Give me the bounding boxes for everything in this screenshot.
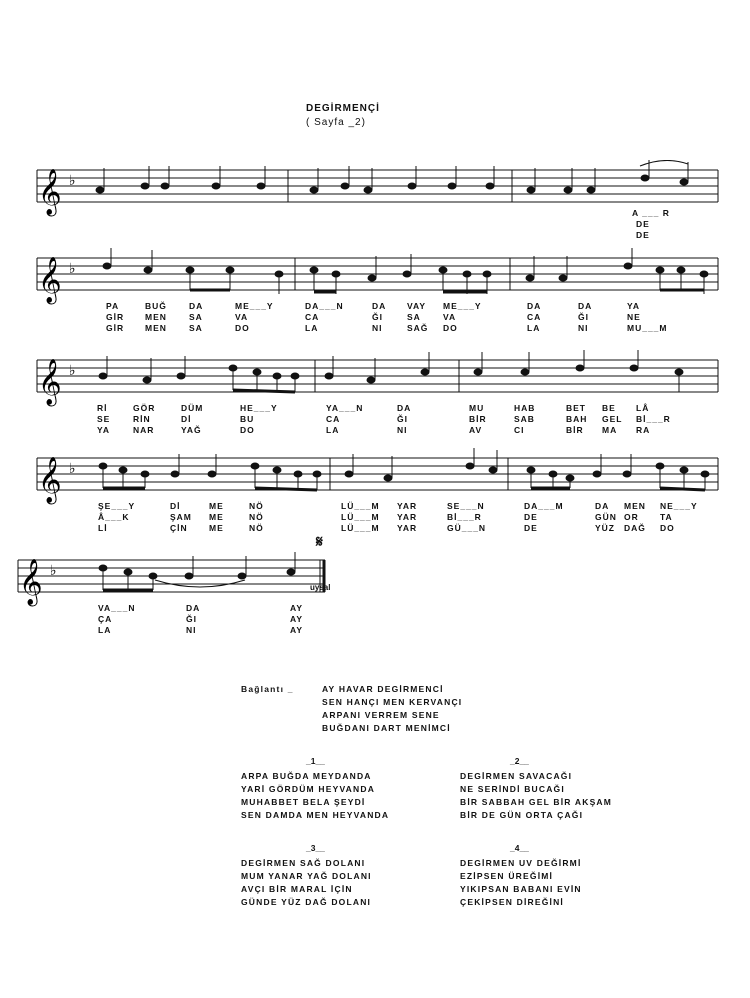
lyric-syllable: VA <box>443 312 457 322</box>
lyrics-staff-5 <box>0 603 750 636</box>
lyric-syllable: BAH <box>566 414 588 424</box>
lyric-syllable: MU___M <box>627 323 668 333</box>
lyric-syllable: OR <box>624 512 639 522</box>
lyrics-staff-3 <box>0 403 750 436</box>
lyric-syllable: LÜ___M <box>341 512 380 522</box>
verse-line: ARPA BUĞDA MEYDANDA <box>241 771 372 781</box>
lyric-syllable: Bİ___R <box>636 414 671 424</box>
lyric-syllable: GÖR <box>133 403 156 413</box>
lyric-syllable: ÇA <box>98 614 113 624</box>
lyric-syllable: DAĞ <box>624 523 646 533</box>
lyric-syllable: LÂ <box>636 403 650 413</box>
lyric-syllable: DE <box>636 230 650 240</box>
lyric-syllable: ŞAM <box>170 512 192 522</box>
lyric-syllable: YAR <box>397 501 418 511</box>
lyric-syllable: NE <box>627 312 641 322</box>
lyric-syllable: MU <box>469 403 485 413</box>
verse-line: NE SERİNDİ BUCAĞI <box>460 784 565 794</box>
lyric-syllable: LÜ___M <box>341 501 380 511</box>
page-subtitle: ( Sayfa _2) <box>306 117 366 128</box>
lyric-syllable: Â___K <box>98 512 130 522</box>
flat-icon: ♭ <box>50 563 57 579</box>
verse-number: _4__ <box>510 843 529 853</box>
lyric-syllable: ME <box>209 512 224 522</box>
lyric-syllable: RİN <box>133 414 151 424</box>
refrain-line: BUĞDANI DART MENİMCİ <box>322 723 451 733</box>
verse-line: DEGİRMEN SAĞ DOLANI <box>241 858 366 868</box>
verse-block <box>460 770 612 822</box>
lyric-syllable: DO <box>235 323 250 333</box>
lyric-syllable: DA___M <box>524 501 564 511</box>
lyrics-staff-4 <box>0 501 750 534</box>
lyric-syllable: BUĞ <box>145 301 167 311</box>
lyric-syllable: ÇİN <box>170 523 188 533</box>
lyric-syllable: DA <box>186 603 201 613</box>
lyric-syllable: NÖ <box>249 501 264 511</box>
lyric-syllable: DA <box>595 501 610 511</box>
verse-line: BİR SABBAH GEL BİR AKŞAM <box>460 797 613 807</box>
lyric-syllable: DA___N <box>305 301 344 311</box>
lyric-syllable: TA <box>660 512 673 522</box>
flat-icon: ♭ <box>69 173 76 189</box>
lyric-syllable: SAB <box>514 414 535 424</box>
lyric-syllable: DA <box>578 301 593 311</box>
lyric-syllable: LA <box>527 323 541 333</box>
verse-block <box>460 857 582 909</box>
verse-number: _3__ <box>306 843 325 853</box>
verse-number: _1__ <box>306 756 325 766</box>
lyric-syllable: Bİ___R <box>447 512 482 522</box>
lyric-syllable: NAR <box>133 425 155 435</box>
verse-line: YARİ GÖRDÜM HEYVANDA <box>241 784 376 794</box>
lyrics-staff-2 <box>0 301 750 334</box>
lyric-syllable: DE <box>636 219 650 229</box>
lyric-syllable: Dİ <box>181 414 192 424</box>
lyric-syllable: DA <box>527 301 542 311</box>
music-staff-2 <box>0 248 750 308</box>
lyric-syllable: NÖ <box>249 512 264 522</box>
lyric-syllable: MEN <box>145 312 167 322</box>
lyric-syllable: BU <box>240 414 255 424</box>
verse-line: BİR DE GÜN ORTA ÇAĞI <box>460 810 584 820</box>
lyric-syllable: VAY <box>407 301 427 311</box>
verse-line: GÜNDE YÜZ DAĞ DOLANI <box>241 897 372 907</box>
lyric-syllable: NI <box>372 323 383 333</box>
lyric-syllable: VA <box>235 312 249 322</box>
lyric-syllable: SA <box>189 323 203 333</box>
lyric-syllable: LA <box>326 425 340 435</box>
lyric-syllable: DE <box>524 523 538 533</box>
lyric-syllable: NI <box>578 323 589 333</box>
song-title: DEGİRMENÇİ <box>306 103 380 114</box>
lyric-syllable: YAR <box>397 512 418 522</box>
lyric-syllable: CA <box>305 312 320 322</box>
refrain-block <box>322 683 462 735</box>
flat-icon: ♭ <box>69 461 76 477</box>
lyric-syllable: SE___N <box>447 501 485 511</box>
lyric-syllable: LA <box>98 625 112 635</box>
music-staff-3 <box>0 350 750 410</box>
lyric-syllable: ME <box>209 501 224 511</box>
lyric-syllable: GEL <box>602 414 623 424</box>
treble-clef-icon: 𝄞 <box>38 359 62 405</box>
lyric-syllable: BİR <box>566 425 584 435</box>
verse-line: MUHABBET BELA ŞEYDİ <box>241 797 366 807</box>
verse-line: DEGİRMEN SAVACAĞI <box>460 771 573 781</box>
lyric-syllable: YA <box>97 425 111 435</box>
refrain-line: ARPANI VERREM SENE <box>322 710 440 720</box>
lyric-syllable: Lİ <box>98 523 108 533</box>
lyric-syllable: GÜ___N <box>447 523 487 533</box>
lyric-syllable: MEN <box>624 501 646 511</box>
lyric-syllable: LA <box>305 323 319 333</box>
segno-icon: 𝄋 <box>316 534 323 551</box>
lyric-syllable: NI <box>186 625 197 635</box>
lyric-syllable: YA___N <box>326 403 364 413</box>
lyric-syllable: DA <box>397 403 412 413</box>
lyric-syllable: DO <box>443 323 458 333</box>
lyric-syllable: BET <box>566 403 586 413</box>
lyric-syllable: LÜ___M <box>341 523 380 533</box>
lyric-syllable: AY <box>290 614 304 624</box>
lyric-syllable: ME___Y <box>443 301 482 311</box>
lyric-syllable: AY <box>290 625 304 635</box>
refrain-label: Bağlantı _ <box>241 684 294 694</box>
lyric-syllable: GÜN <box>595 512 617 522</box>
lyric-syllable: DA <box>372 301 387 311</box>
verse-number: _2__ <box>510 756 529 766</box>
verse-line: EZİPSEN ÜREĞİMİ <box>460 871 554 881</box>
verse-block <box>241 770 389 822</box>
verse-line: MUM YANAR YAĞ DOLANI <box>241 871 372 881</box>
treble-clef-icon: 𝄞 <box>38 457 62 503</box>
lyric-syllable: HE___Y <box>240 403 278 413</box>
lyric-syllable: BE <box>602 403 616 413</box>
lyric-syllable: YÜZ <box>595 523 615 533</box>
music-staff-4 <box>0 448 750 508</box>
treble-clef-icon: 𝄞 <box>38 169 62 215</box>
lyrics-staff-1 <box>0 208 750 241</box>
lyric-syllable: RA <box>636 425 651 435</box>
lyric-syllable: DO <box>240 425 255 435</box>
lyric-syllable: ŞE___Y <box>98 501 136 511</box>
lyric-syllable: SAĞ <box>407 323 429 333</box>
lyric-syllable: DÜM <box>181 403 204 413</box>
lyric-syllable: YAR <box>397 523 418 533</box>
verse-line: DEGİRMEN UV DEĞİRMİ <box>460 858 582 868</box>
lyric-syllable: Rİ <box>97 403 108 413</box>
flat-icon: ♭ <box>69 363 76 379</box>
lyric-syllable: ME___Y <box>235 301 274 311</box>
lyric-syllable: CA <box>527 312 542 322</box>
verse-line: AVÇI BİR MARAL İÇİN <box>241 884 353 894</box>
lyric-syllable: YA <box>627 301 641 311</box>
lyric-syllable: MEN <box>145 323 167 333</box>
verse-line: SEN DAMDA MEN HEYVANDA <box>241 810 390 820</box>
flat-icon: ♭ <box>69 261 76 277</box>
lyric-syllable: ĞI <box>186 614 197 624</box>
treble-clef-icon: 𝄞 <box>38 257 62 303</box>
lyric-syllable: MA <box>602 425 618 435</box>
lyric-syllable: DO <box>660 523 675 533</box>
verse-line: YIKIPSAN BABANI EVİN <box>460 884 582 894</box>
lyric-syllable: HAB <box>514 403 536 413</box>
verse-line: ÇEKİPSEN DİREĞİNİ <box>460 897 564 907</box>
refrain-line: AY HAVAR DEGİRMENCİ <box>322 684 444 694</box>
lyric-syllable: SA <box>407 312 421 322</box>
lyric-syllable: NE___Y <box>660 501 698 511</box>
lyric-syllable: CI <box>514 425 525 435</box>
lyric-syllable: A ___ R <box>632 208 670 218</box>
verse-block <box>241 857 372 909</box>
lyric-syllable: Dİ <box>170 501 181 511</box>
treble-clef-icon: 𝄞 <box>19 559 43 605</box>
refrain-line: SEN HANÇI MEN KERVANÇI <box>322 697 463 707</box>
lyric-syllable: ĞI <box>397 414 408 424</box>
lyric-syllable: AY <box>290 603 304 613</box>
lyric-syllable: CA <box>326 414 341 424</box>
lyric-syllable: BİR <box>469 414 487 424</box>
lyric-syllable: SE <box>97 414 111 424</box>
lyric-syllable: NÖ <box>249 523 264 533</box>
lyric-syllable: ĞI <box>372 312 383 322</box>
lyric-syllable: SA <box>189 312 203 322</box>
lyric-syllable: GİR <box>106 323 125 333</box>
lyric-syllable: AV <box>469 425 483 435</box>
lyric-syllable: ME <box>209 523 224 533</box>
lyric-syllable: YAĞ <box>181 425 202 435</box>
lyric-syllable: PA <box>106 301 120 311</box>
lyric-syllable: NI <box>397 425 408 435</box>
music-staff-5 <box>0 550 750 610</box>
lyric-syllable: DA <box>189 301 204 311</box>
lyric-syllable: GİR <box>106 312 125 322</box>
lyric-syllable: DE <box>524 512 538 522</box>
tempo-marking: uysal <box>310 583 331 592</box>
lyric-syllable: VA___N <box>98 603 136 613</box>
lyric-syllable: ĞI <box>578 312 589 322</box>
